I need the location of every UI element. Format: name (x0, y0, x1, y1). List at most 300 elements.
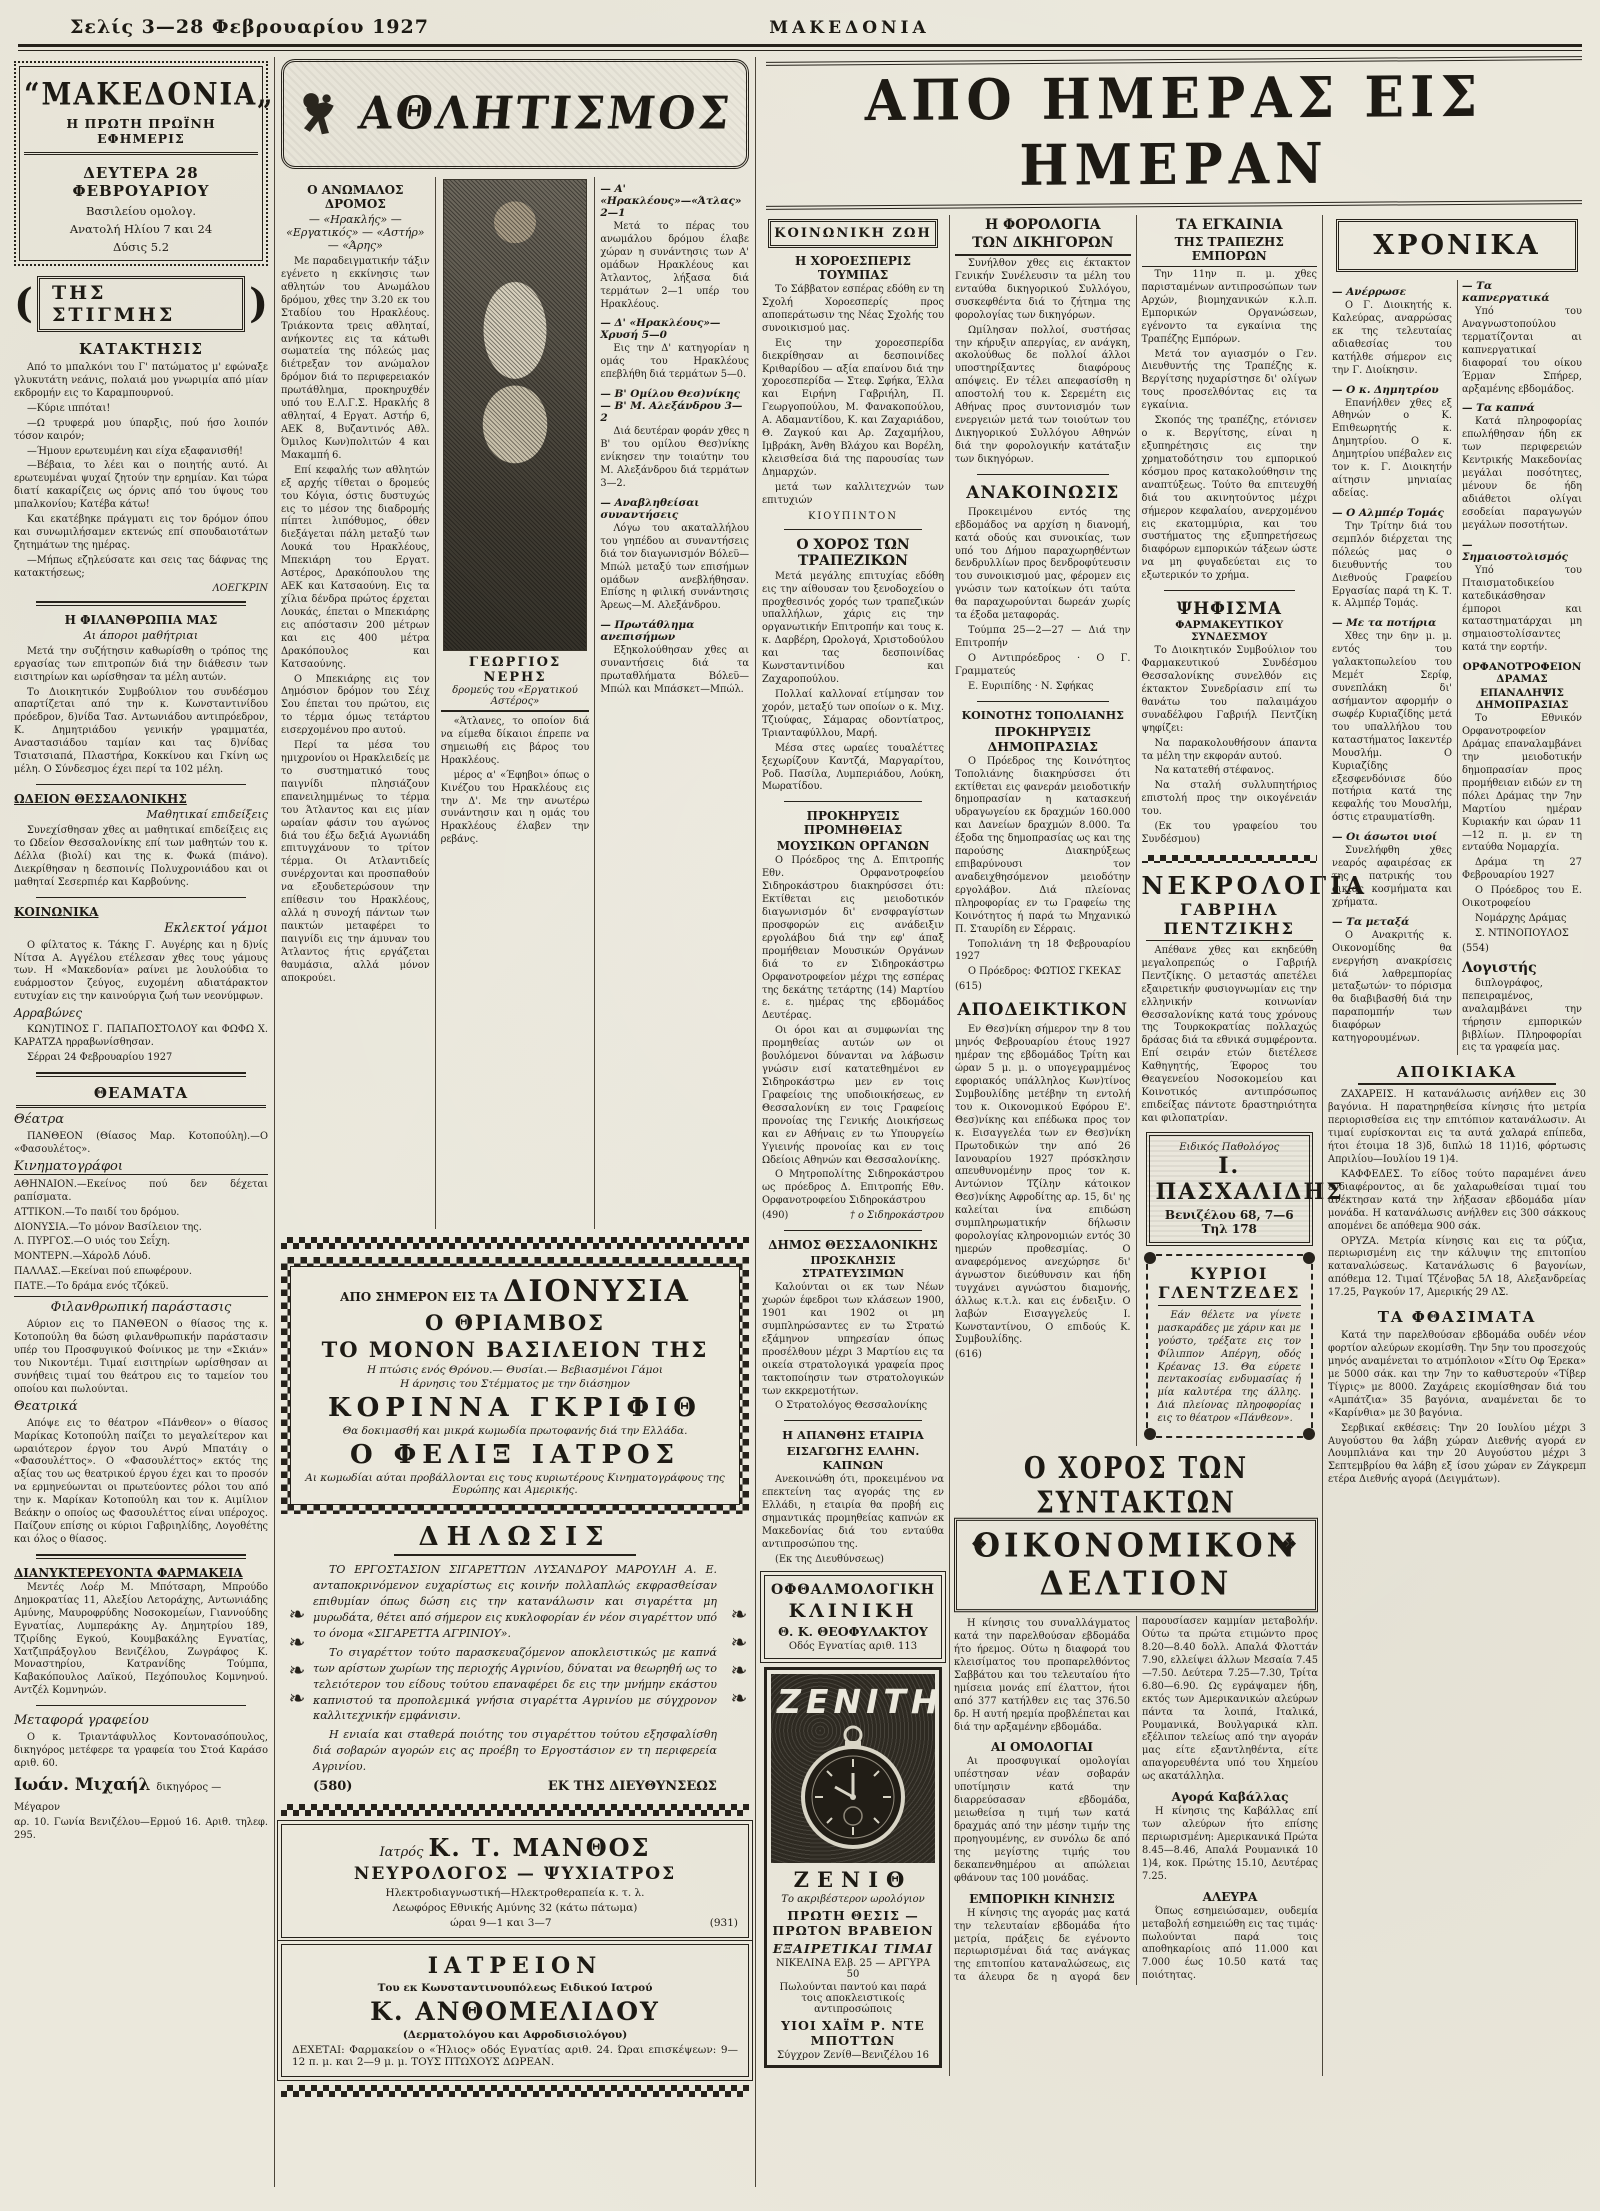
paragraph: —Μήπως εζηλεύσατε και σεις τας δάφνας της κατακτήσεως; (14, 554, 268, 579)
paragraph: (Εκ του γραφείου του Συνδέσμου) (1141, 821, 1317, 846)
section-theamata (14, 1084, 268, 1547)
notice-number: (554) (1462, 942, 1489, 954)
paragraph: ΑΘΗΝΑΙΟΝ.—Εκείνος πού δεν δέχεται ραπίσματα. (14, 1178, 268, 1203)
article-heading: ΔΗΜΟΣ ΘΕΣΣΑΛΟΝΙΚΗΣ (768, 1238, 938, 1253)
ad-star-name: ΚΟΡΙΝΝΑ ΓΚΡΙΦΙΘ (328, 1393, 702, 1423)
paragraph: —Βέβαια, το λέει και ο ποιητής αυτό. Αι ερωτευμέναι ψυχαί ζητούν την ερημίαν. Και τώρα διατί κακαρίζεις ως όρνις από του ύψους του μπαλκονίου; Κατέβα κάτω! (14, 460, 268, 511)
ad-venue: ΔΙΟΝΥΣΙΑ (503, 1274, 690, 1309)
dilosis-ad (281, 1520, 749, 1796)
zenith-agent-address: Σύγχρον Ζενίθ—Βενιζέλου 16 (777, 2049, 929, 2061)
paragraph: Το Σάββατον εσπέρας εδόθη εν τη Σχολή Χοροεσπερίς προς αποπεράτωσιν της Νέας Σχολής του συνοικισμού μας. (762, 284, 944, 334)
item-heading: — Τα μεταξά (1332, 915, 1410, 928)
paragraph: Μέσα στες ωραίες τουαλέττες ξεχωρίζουν Καντζά, Μαργαρίτου, Ροδ. Πασίλα, Λυμπεριάδου, Λούκη, Μωρατίδου. (762, 742, 944, 793)
item-heading: — Με τα ποτήρια (1332, 617, 1437, 630)
cinema-list (14, 1179, 268, 1294)
tis-stigmis-label: ΤΗΣ ΣΤΙΓΜΗΣ (37, 276, 245, 332)
paragraph: Εις την χοροεσπερίδα διεκρίθησαν αι δεσποινίδες Κριθαρίδου — αξία επαίνου διά την χοροεσπερίδα — Στεφ. Σφήκα, Έλλα και Ειρήνη Γαβριήλη, Π. Γεωργοπούλου, Μ. Φανακοπούλου, Α. Αδαμαντίδου, Κ. και Ζαχαριάδου, Θ. Ζαγκού και Αρ. Ζαχαμήλου, Ιμβράκη, Άνθη Βλάχου και Βορέλη, κλεισθείσα διά της παρουσίας των Δημαρχών. (762, 337, 944, 478)
ad-tagline: Η πτώσις ενός Θρόνου.— Θυσίαι.— Βεβιασμένοι Γάμοι (367, 1364, 663, 1376)
paragraph: Την 11ην π. μ. χθες παρισταμένων αντιπροσώπων των Αρχών, βιομηχανικών κ.λ.π. Εμπορικών Οργανώσεων, εγένοντο τα εγκαίνια της Τραπέζης Εμπόρων. (1141, 269, 1317, 345)
article-body (955, 258, 1131, 467)
article-heading-2: ΓΑΒΡΙΗΛ ΠΕΝΤΖΙΚΗΣ (1146, 900, 1314, 941)
masthead-line2: Ανατολή Ηλίου 7 και 24 (69, 222, 213, 236)
ad-address: Λεωφόρος Εθνικής Αμύνης 32 (κάτω πάτωμα) (392, 1902, 638, 1915)
paragraph: Να παρακολουθήσουν άπαντα τα μέλη την εκφοράν αυτού. (1141, 737, 1317, 762)
paragraph: Συνεχίσθησαν χθες αι μαθητικαί επιδείξεις εις το Ωδείον Θεσσαλονίκης επί των μαθητών του κ. Δέλλα (βιολί) και της κ. Φωκά (πιάνο). Διεκρίθησαν η δεσποινίς Πολυχρονιάδου και οι μαθηταί Σεσερπιέρ και Καρβούνης. (14, 824, 268, 888)
economic-bulletin-body (950, 1616, 1322, 1985)
ad-tagline-3: Θα δοκιμασθή και μικρά κωμωδία πρωτοφανής διά την Ελλάδα. (342, 1425, 688, 1437)
paragraph: ΑΤΤΙΚΟΝ.—Το παιδί του δρόμου. (14, 1206, 180, 1218)
masthead-date: ΔΕΥΤΕΡΑ 28 ΦΕΒΡΟΥΑΡΙΟΥ (72, 164, 210, 200)
paragraph: Η κίνησις της αγοράς μας κατά την τελευταίαν εβδομάδα ήτο μετρία, πράξεις δε εγένοντο περιωρισμέναι διά τας ανάγκας της επιτοπίου καταναλώσεως, εις τα άλευρα δε η αγορά δεν παρουσίασεν καμμίαν μεταβολήν. Ούτω τα πρώτα ετιμώντο προς 8.20—8.40 δολλ. Απαλά Φλοττάν 7.90, ελλείψει άλλων Μεσαία 7.45—7.50. Δεύτερα 7.25—7.30, Τρίτα 6.80—6.90. Ως εγράψαμεν ήδη, εκτός των Αμερικανικών αλεύρων πάντα τα λοιπά, Ιταλικά, Ρουμανικά, Βουλγαρικά κλπ. εξέλιπον τελείως από την αγοράν μας είτε εξαντληθέντα, είτε απαγορευθέντα υπό του Χημείου ως ακατάλληλα. (954, 1616, 1318, 1984)
doctor-specialty: ΝΕΥΡΟΛΟΓΟΣ — ΨΥΧΙΑΤΡΟΣ (353, 1864, 677, 1885)
paragraph: Την Τρίτην διά του σεμπλόν διέρχεται της πόλεώς μας ο διευθυντής του Διεθνούς Γραφείου Εργασίας παρά τη Κ. Τ. κ. Αλμπέρ Τομάς. (1332, 520, 1452, 610)
article-heading: Η ΦΙΛΑΝΘΡΩΠΙΑ ΜΑΣ (64, 612, 218, 627)
article-body (762, 1474, 944, 1566)
article-heading: Ο ΧΟΡΟΣ ΤΩΝ ΤΡΑΠΕΖΙΚΩΝ (796, 536, 910, 569)
day-col-3 (1137, 215, 1368, 1446)
masthead-line3: Δύσις 5.2 (112, 240, 170, 254)
article-body (1142, 645, 1318, 847)
paragraph: Μεντές Λοέρ Μ. Μπότσαρη, Μπρούδο Δημοκρατίας 11, Αλεξίου Λετοράχης, Αντωνιάδης Αμύνης, Μαυροφρύδης Νοσοκομείων, Γιαννούδης Εγνατίας, Λυμπεράκης Αγ. Δημητρίου 189, Τζιρίδης Εγκού, Κουμβακάλης Εγνατίας, Χατζιπράξογλου Βενιζέλου, Ζωγράφος Κ. Μοναστηρίου, Κατρανίδης Τούμπα, Καβακόπουλος Λαϊκού, Πεχόπουλος Κομνηνού. Αντζέλ Κομνηνών. (14, 1581, 268, 1697)
paragraph: Εάν θέλετε να γίνετε μασκαράδες με χάριν και με γούστο, τρέξατε εις τον Φίλιππον Απέργη, οδός Κρέανας 13. Θα εύρετε πεντακοσίας ενδυμασίας ή μία καλυτέρα της άλλης. Διά πλείονας πληροφορίας εις το θέατρον «Πάνθεον». (1157, 1309, 1301, 1425)
lawyer-name (14, 1775, 268, 1815)
item-heading: ΑΛΕΥΡΑ (1202, 1889, 1258, 1904)
article-heading: ΝΕΚΡΟΛΟΓΙΑ (1141, 870, 1368, 900)
ad-signature: ΕΚ ΤΗΣ ΔΙΕΥΘΥΝΣΕΩΣ (547, 1779, 717, 1795)
tis-stigmis-header (14, 276, 268, 332)
classified-heading: Λογιστής (1462, 959, 1537, 976)
manthos-ad (281, 1824, 749, 1938)
zenith-tagline: Το ακριβέστερον ωρολόγιον (781, 1893, 925, 1905)
ad-number: (580) (313, 1779, 353, 1795)
divider (784, 529, 922, 530)
paragraph: ΜΟΝΤΕΡΝ.—Χάρολδ Λόυδ. (14, 1251, 151, 1263)
drama-body (1462, 713, 1582, 941)
lawyer-address: αρ. 10. Γωνία Βενιζέλου—Ερμού 16. Αριθ. τηλεφ. 295. (14, 1816, 268, 1841)
paragraph: Υπό του Πταισματοδικείου κατεδικάσθησαν έμποροι και καταστηματάρχαι μη σημαιοστολίσαντες κατά την εορτήν. (1462, 564, 1582, 654)
paragraph: —Κύριε ιππόται! (27, 402, 111, 414)
ophthalmology-ad (764, 1575, 942, 1659)
article-heading-2: ΜΟΥΣΙΚΩΝ ΟΡΓΑΝΩΝ (776, 839, 930, 854)
article-signature: ΛΟΕΓΚΡΙΝ (212, 582, 268, 594)
article-subhead: Αρραβώνες (14, 1006, 83, 1021)
item-heading: — Σημαιοστολισμός (1462, 538, 1568, 563)
paragraph: ΠΑΝΘΕΟΝ (Θίασος Μαρ. Κοτοπούλη).—Ο «Φασουλέτος». (14, 1130, 268, 1155)
paragraph: Χθες την 6ην μ. μ. εντός του γαλακτοπωλείου του Μεμέτ Σερίφ, συνεπλάκη δι' ασήμαντον αφορμήν ο σωφέρ Κυριαζίδης μετά του υπαλλήλου του καταστήματος Ιακεντέρ Μουσλήμ. Ο Κυριαζίδης εξεσφενδόνισε δύο ποτήρια κατά της κεφαλής του Μουσλήμ, όστις ετραυματίσθη. (1332, 631, 1452, 824)
article-body (955, 756, 1131, 980)
paragraph: Η ενιαία και σταθερά ποιότης του σιγαρέττου τούτου εξησφαλίσθη διά σοβαρών αγορών εις ας προέβη το Εργοστάσιον εν τη περιφερεία Αγρινίου. (313, 1728, 717, 1774)
article-heading: ΠΡΟΚΗΡΥΞΙΣ ΠΡΟΜΗΘΕΙΑΣ (803, 809, 903, 838)
section-heading: ΔΙΑΝΥΚΤΕΡΕΥΟΝΤΑ ΦΑΡΜΑΚΕΙΑ (14, 1565, 243, 1580)
paragraph: Η κίνησις της Καβάλλας επί των αλεύρων ήτο επίσης περιωρισμένη: Αμερικανικά Πρώτα 8.45—8.46, Απαλά Ρουμανικά 10 1)4, κοκ. Πρώτης 15.10, Δευτέρας 7.25. (1142, 1806, 1318, 1882)
paragraph: ΚΩΝ)ΤΙΝΟΣ Γ. ΠΑΠΑΠΟΣΤΟΛΟΥ και ΦΩΦΩ Χ. ΚΑΡΑΤΖΑ ηρραβωνίσθησαν. (14, 1024, 268, 1049)
divider (977, 701, 1109, 702)
theatrika-body (14, 1418, 268, 1547)
lawyer-name-text: Ιωάν. Μιχαήλ (14, 1774, 151, 1795)
filanthropiki-body (14, 1319, 268, 1397)
article-heading-2: ΠΡΟΣΚΛΗΣΙΣ ΣΤΡΑΤΕΥΣΙΜΩΝ (801, 1254, 905, 1281)
divider (36, 601, 246, 606)
page-folio: Σελίς 3—28 Φεβρουαρίου 1927 (70, 16, 429, 38)
paragraph: Ο Πρόεδρος του Ε. Οικοτροφείου (1462, 885, 1582, 910)
match-reports (600, 183, 749, 697)
paragraph: Ωμίλησαν πολλοί, συστήσας την κήρυξιν απεργίας, εν ανάγκη, ακολούθως δε πολλοί άλλοι υποστηρίξαντες διαφόρους απόψεις. Εν τέλει απεφασίσθη η αποστολή του κ. Σερεμέτη εις Αθήνας προς συντονισμόν των ενεργειών μετά των τοιούτων του Δικηγορικού Συλλόγου Αθηνών διά την φορολογικήν κατάταξιν των δικηγόρων. (955, 324, 1131, 465)
corner-dot-ornament (1144, 1252, 1156, 1264)
article-heading-2: ΕΙΣΑΓΩΓΗΣ ΕΛΛΗΝ. ΚΑΠΝΩΝ (786, 1444, 920, 1473)
checker-border (281, 1237, 749, 1249)
zenith-prices: ΝΙΚΕΛΙΝΑ Ελβ. 25 — ΑΡΓΥΡΑ 50 (775, 1957, 931, 1980)
fthasimata-heading: ΤΑ ΦΘΑΣΙΜΑΤΑ (1377, 1308, 1537, 1327)
ad-prefix: Ειδικός Παθολόγος (1179, 1141, 1280, 1153)
fthasimata-body (1328, 1330, 1586, 1487)
paragraph: Σέρραι 24 Φεβρουαρίου 1927 (27, 1052, 173, 1064)
masthead-line1: Βασιλείου ομολογ. (86, 204, 196, 218)
divider (36, 1072, 246, 1077)
paragraph: Με παραδειγματικήν τάξιν εγένετο η εκκίνησις των αθλητών του Ανωμάλου δρόμου, χθες την 3.20 εκ του Σταδίου του Ηρακλέους. Τριάκοντα τρεις αθληταί, ανήκοντες εις τα κάτωθι σωματεία της πόλεώς μας διέτρεξαν τον ανώμαλον δρόμον διά το περιφερειακόν πρωτάθλημα, προκηρυχθέν υπό του Ε.Λ.Γ.Σ. Ηρακλής 8 αθληταί, 4 Εργατ. Αστήρ 6, ΑΕΚ 8, Βυζαντινός Αθλ. Όμιλος Κων)πολιτών 4 και Μακαμπή 6. (281, 256, 430, 461)
laurel-ornament-icon: ❧❧❧❧ (727, 1602, 751, 1715)
ad-services: Ηλεκτροδιαγνωστική—Ηλεκτροθεραπεία κ. τ. λ. (385, 1887, 645, 1900)
paragraph: Τούμπα 25—2—27 — Διά την Επιτροπήν (955, 625, 1131, 649)
paragraph: Αι προσφυγικαί ομολογίαι υπέστησαν νέαν σοβαράν υποτίμησιν κατά την διαρρεύσασαν εβδομάδα, μειωθείσα η τιμή των κατά δραχμάς από την μέσην τιμήν της προηγουμένης, εν συνόλω δε από της μεγίστης τιμής του δεκαπενθημέρου αι απώλειαι φθάνουν τας 100 μονάδας. (954, 1756, 1130, 1884)
paragraph: Η κίνησις του συναλλάγματος κατά την παρελθούσαν εβδομάδα ήτο ήρεμος. Ούτω η διαφορά του κλεισίματος του προπαρελθόντος Σαββάτου και του τελευταίου ήτο ημίσεια μονάς επί έλαττον, ήτοι από 377 κατήλθεν εις τας 376.50 δρ. Η αυτή ηρεμία προβλέπεται και διά την αρξαμένην εβδομάδα. (954, 1618, 1130, 1733)
article-body (762, 284, 944, 508)
paragraph: Ο Πρόεδρος της Κοινότητος Τοπολιάνης διακηρύσσει ότι εκτίθεται εις φανεράν μειοδοτικήν δημοπρασίαν η κατασκευή υδραγωγείου εκ δραχμών 160.000 και Δανείων δραχμών 8.000. Τα έξοδα της δημοπρασίας ως και της παρούσης Διακηρύξεως επιβαρύνουσι τον αναδειχθησόμενον μειοδότην εργολάβον. Διά πλείονας πληροφορίας εν τω Γραφείω της Κοινότητος ή παρά τω Μηχανικώ Π. Σταυρίδη εν Σέρραις. (955, 755, 1131, 935)
paragraph: Τοπολιάνη τη 18 Φεβρουαρίου 1927 (955, 938, 1131, 963)
masthead-title: “ΜΑΚΕΔΟΝΙΑ„ (24, 76, 275, 113)
ad-second-film: Ο ΦΕΛΙΞ ΙΑΤΡΟΣ (349, 1440, 681, 1470)
paragraph: Να σταλή συλλυπητήριος επιστολή προς την οικογένειάν του. (1141, 780, 1317, 818)
paragraph: Ο Πρόεδρος της Δ. Επιτροπής Εθν. Ορφανοτροφείου Σιδηροκάστρου διακηρύσσει ότι: Εκτίθεται εις μειοδοτικόν διαγωνισμόν δι' ενσφραγίστων προσφορών εις ανάδειξιν εργολάβου διά την εφ' άπαξ προμήθειαν Μουσικών Οργάνων διά το εν Σιδηροκάστρω Ορφανοτροφείον μέχρι της εσπέρας της δεκάτης τετάρτης (14) Μαρτίου ε. ε. ημέρας της εβδομάδος Δευτέρας. (762, 855, 944, 1022)
subsection-cinema: Κινηματογράφοι (14, 1159, 268, 1175)
item-heading: — Δ' «Ηρακλέους»—Χρυσή 5—0 (600, 317, 721, 342)
divider (784, 1420, 922, 1421)
section-heading: Μεταφορά γραφείου (14, 1713, 149, 1729)
apoikiaka-heading: ΑΠΟΙΚΙΑΚΑ (1358, 1063, 1556, 1085)
checker-border (1142, 855, 1318, 863)
article-heading-2: ΤΗΣ ΤΡΑΠΕΖΗΣ ΕΜΠΟΡΩΝ (1142, 235, 1318, 267)
paragraph: Υπό του Αναγνωστοπούλου τερματίζονται αι καπνεργατικαί διαφοραί του οίκου Έρμαν Σπήρερ, αρξαμένης εβδομάδος. (1462, 306, 1582, 395)
article-body (14, 1024, 268, 1065)
paragraph: Ε. Ευριπίδης · Ν. Σφήκας (968, 680, 1094, 692)
paragraph: Σκοπός της τραπέζης, ετόνισεν ο κ. Βεργίτσης, είναι η εξυπηρέτησις εις την χρηματοδότησιν του εμπορικού κόσμου προς κατακολούθησιν της αναπτύξεως. Τούτο θα επιτευχθή διά του ακινητούντος μέχρι σήμερον κεφαλαίου, ανερχομένου εις εκατομμύρια, και του συστήματος της εξυπηρετήσεως διαφόρων εμπορικών τάξεων ώστε να μη φυγαδεύεται εις το εξωτερικόν το χρήμα. (1141, 415, 1317, 582)
sports-col-2 (436, 177, 596, 1229)
pocket-watch-icon (793, 1721, 913, 1851)
paragraph: Οι όροι και αι συμφωνίαι της προμηθείας αυτών ων οι βουλόμενοι δύνανται να λάβωσιν γνώσιν εισί κατατεθημένοι εν Σιδηροκάστρω μεν εν τοις Γραφείοις της υποδιοικήσεως, εν Θεσσαλονίκη εν τοις Γραφείοις προνοίας της Γενικής Διοικήσεως και εν Αθήναις εν τω Υπουργείω Υγιεινής προνοίας και εν τοις Ωδείοις Αθηνών και Θεσσαλονίκης. (762, 1025, 944, 1166)
ad-details: ΔΕΧΕΤΑΙ: Φαρμακείον ο «Ήλιος» οδός Εγνατίας αριθ. 24. Ώραι επισκέψεων: 9—12 π. μ. και 2—9 μ. μ. ΤΟΥΣ ΠΤΩΧΟΥΣ ΔΩΡΕΑΝ. (292, 2044, 738, 2069)
paragraph: Ο κ. Τριαντάφυλλος Κοντονασόπουλος, δικηγόρος μετέφερε τα γραφεία του Στοά Καράσο αριθ. 60. (14, 1732, 268, 1770)
zenith-agent: ΥΙΟΙ ΧΑΪΜ Ρ. ΝΤΕ ΜΠΟΤΤΩΝ (781, 2017, 925, 2048)
paragraph: Αύριον εις το ΠΑΝΘΕΟΝ ο θίασος της κ. Κοτοπούλη θα δώση φιλανθρωπικήν παράστασιν υπέρ του Προσφυγικού Φοίνικος με την «Σκιάν» του Νικοντέμι. Τιμαί εισιτηρίων ωρίσθησαν αι συνήθεις τιμαί του θεάτρου εις το ταμείον του οποίου και πωλούνται. (14, 1319, 268, 1395)
day-banner (766, 56, 1582, 210)
masthead-box (14, 61, 275, 266)
notice-number: (490) (762, 1210, 789, 1222)
paragraph: Να κατατεθή στέφανος. (1154, 765, 1275, 777)
ad-tagline-2: Η άρνησις του Στέμματος με την διάσημον (400, 1378, 630, 1390)
office-move-body (14, 1732, 268, 1771)
article-heading: ΨΗΦΙΣΜΑ (1176, 599, 1282, 620)
divider (784, 801, 922, 802)
paragraph: —Ήμουν ερωτευμένη και είχα εξαφανισθή! (27, 445, 243, 457)
apoikiaka-body (1328, 1089, 1586, 1300)
column-rule (755, 57, 756, 2187)
paragraph: Όπως εσημειώσαμεν, ουδεμία μεταβολή εσημειώθη εις τας τιμάς· πωλούνται παρά τοις αποθηκαρίοις από 11.000 και 7.000 έως 10.50 κατά τας ποιότητας. (1142, 1905, 1318, 1982)
paragraph: Ο Πρόεδρος: ΦΩΤΙΟΣ ΓΚΕΚΑΣ (968, 966, 1122, 978)
subsection-theatrika: Θεατρικά (14, 1398, 78, 1414)
paragraph: Ο Γ. Διοικητής κ. Καλεύρας, αναρρώσας εκ της τελευταίας αδιαθεσίας του κατήλθε σήμερον εις την Γ. Διοίκησιν. (1332, 300, 1452, 376)
article-body (1142, 945, 1318, 1126)
paragraph: Ο φίλτατος κ. Τάκης Γ. Αυγέρης και η δ)νίς Νίτσα Α. Αγγέλου ετέλεσαν χθες τους γάμους των. Η «Μακεδονία» ραίνει με λουλούδια το ευάρμοστον ζεύγος, ευχομένη αδιατάρακτον ευτυχίαν εις την καινούργια ζωή των νεονύμφων. (14, 939, 268, 1003)
item-heading: Αγορά Καβάλλας (1171, 1790, 1289, 1805)
right-section (762, 57, 1586, 2187)
right-paren-ornament: ) (249, 280, 268, 327)
item-heading: — Τα καπνεργατικά (1462, 280, 1550, 304)
corner-dot-ornament (1303, 1428, 1315, 1440)
glentzedes-ad (1146, 1254, 1314, 1438)
item-heading: — Αναβληθείσαι συναντήσεις (600, 496, 700, 521)
paragraph: ΔΙΟΝΥΣΙΑ.—Το μόνον Βασίλειον της. (14, 1221, 202, 1233)
page-running-title: ΜΑΚΕΔΟΝΙΑ (769, 18, 930, 38)
theatra-list (14, 1131, 268, 1157)
ad-film-title-2: ΤΟ ΜΟΝΟΝ ΒΑΣΙΛΕΙΟΝ ΤΗΣ (321, 1337, 709, 1362)
article-odeion (14, 792, 268, 890)
chronika-items (1328, 280, 1586, 1055)
header-rule (18, 44, 1582, 51)
paragraph: Σ. ΝΤΙΝΟΠΟΥΛΟΣ (1475, 927, 1569, 939)
day-col-2 (950, 215, 1137, 1446)
paragraph: «Άτλανες, το οποίον διά να είμεθα δίκαιοι έπρεπε να σημειωθή εις βάρος του Ηρακλέους. (440, 716, 590, 766)
paragraph: ΠΑΛΛΑΣ.—Εκείναι πού επωφέρουν. (14, 1266, 192, 1278)
article-heading: ΑΠΟΔΕΙΚΤΙΚΟΝ (957, 1000, 1129, 1021)
ad-heading: ΚΥΡΙΟΙ ΓΛΕΝΤΖΕΔΕΣ (1158, 1264, 1302, 1306)
article-koinonika (14, 905, 268, 1065)
zenith-greek-name: ΖΕΝΙΘ (793, 1866, 913, 1892)
doctor-specialty: (Δερματολόγου και Αφροδισιολόγου) (402, 2029, 628, 2042)
divider (36, 1554, 246, 1559)
paragraph: Επανήλθεν χθες εξ Αθηνών ο Κ. Επιθεωρητής κ. Δημητρίου. Ο κ. Δημητρίου υπέβαλεν εις τον κ. Γ. Διοικητήν αίτησιν μηνιαίας αδείας. (1332, 397, 1452, 499)
dionysia-ad (281, 1257, 749, 1514)
article-kataktisis (14, 340, 268, 594)
day-banner-title: ΑΠΟ ΗΜΕΡΑΣ ΕΙΣ ΗΜΕΡΑΝ (864, 63, 1484, 199)
paragraph: Το Διοικητικόν Συμβούλιον του Φαρμακευτικού Συνδέσμου Θεσσαλονίκης συνελθόν εις έκτακτον Συνεδρίασιν επί τω θανάτω του παλαιμάχου συναδέλφου Γαβριήλ Πεντζίκη ψηφίζει: (1141, 645, 1317, 734)
photo-caption-role: δρομεύς του «Εργατικού Αστέρος» (441, 685, 590, 712)
notice-number: (616) (955, 1349, 982, 1361)
section-office-move (14, 1713, 268, 1843)
paragraph: Απόψε εις το θέατρον «Πάνθεον» ο θίασος Μαρίκας Κοτοπούλη παίζει το μεγαλείτερον και ωραιότερον έργον του Ανρύ Μπατάιγ ο «Φασουλέττος». Ο «Φασουλέττος» εκτός της αξίας του ως θεατρικού έργου έχει και το προσόν να ερμηνεύωνται οι πρωτεύοντες ρόλοι του από την κ. Μαρίκαν Κοτοπούλη και τον κ. Αιμίλιον Βεάκην ο οποίος ως Φασουλέττος είναι υπέροχος. Παίζουν επίσης οι κύριοι Γαβριηλίδης, Λογοθέτης και όλος ο θίασος. (14, 1417, 268, 1545)
sports-col-3 (595, 177, 749, 1229)
article-body (14, 362, 268, 581)
sports-masthead-title: ΑΘΛΗΤΙΣΜΟΣ (356, 87, 735, 141)
article-body (955, 507, 1131, 694)
sports-col2-body (441, 716, 590, 847)
article-body (955, 1024, 1131, 1347)
divider (36, 784, 246, 785)
notice-number: (615) (955, 981, 982, 993)
paragraph: Μετά την συζήτησιν καθωρίσθη ο τρόπος της εργασίας των επιτροπών διά την διάθεσιν των εισιτηρίων και ωρίσθησαν τα μέλη αυτών. (14, 645, 268, 683)
item-heading: — Ο κ. Δημητρίου (1332, 383, 1439, 396)
page-header (0, 0, 1600, 42)
item-heading: — Α' «Ηρακλέους»—«Άτλας» 2—1 (600, 183, 742, 219)
paragraph: Καλούνται οι εκ των Νέων χωρών έφεδροι των κλάσεων 1900, 1901 και 1902 οι μη συμπληρώσαντες εν τω Στρατώ εξάμηνον υπηρεσίαν όπως προσέλθουν μέχρι 3 Μαρτίου εις τα οικεία στρατολογικά γραφεία προς τακτοποίησιν των στρατολογικών των εκκρεμοτήτων. (762, 1282, 944, 1397)
ad-prefix: Ιατρός (379, 1845, 424, 1861)
article-subhead: — «Ηρακλής» — «Εργατικός» — «Αστήρ» — «Άρης» (286, 213, 425, 252)
item-heading: — Πρωτάθλημα ανεπισήμων (600, 619, 695, 644)
paragraph: Προκειμένου εντός της εβδομάδος να αρχίση η διανομή, κατά οδούς και συνοικίας, των υπό του Δήμου παραχωρηθέντων δενδρυλλίων προς δενδροφύτευσιν του συνοικισμού μας, φέρομεν εις γνώσιν των κατοίκων ότι ταύτα θα παραχωρούνται δωρεάν χωρίς τα έξοδα μεταφοράς. (955, 506, 1131, 622)
paragraph: Ανεκοινώθη ότι, προκειμένου να επεκτείνη τας αγοράς της εν Ελλάδι, η εταιρία θα προβή εις σημαντικάς προμηθείας καπνών εκ Μακεδονίας διά του ενταύθα αντιπροσώπου της. (762, 1474, 944, 1550)
doctor-name: Κ. Τ. ΜΑΝΘΟΣ (428, 1833, 651, 1863)
paragraph: ΚΑΦΦΕΔΕΣ. Το είδος τούτο παραμένει άνευ ενδιαφέροντος, αι δε χαλαρωθείσαι τιμαί του ανέκτησαν κατά την λήξασαν εβδομάδα μίαν μονάδα. Η κατανάλωσις ανήλθεν εις 300 σάκκους απομένει δε απόθεμα 900 σάκ. (1328, 1168, 1586, 1232)
pharmacies-list (14, 1582, 268, 1698)
paragraph: Ο Αντιπρόεδρος · Ο Γ. Γραμματεύς (955, 652, 1131, 677)
section-pharmacies (14, 1566, 268, 1698)
ad-body (1158, 1310, 1302, 1426)
drama-heading: ΟΡΦΑΝΟΤΡΟΦΕΙΟΝ ΔΡΑΜΑΣ (1462, 661, 1582, 686)
syntakton-headline: Ο ΧΟΡΟΣ ΤΩΝ ΣΥΝΤΑΚΤΩΝ (1023, 1450, 1249, 1520)
paragraph: Πολλαί καλλοναί ετίμησαν τον χορόν, μεταξύ των οποίων ο κ. Μιχ. Τζιούφας, Σάμαρας οδοντίατρος, Τριανταφύλλου, Μαρή. (762, 688, 944, 739)
paragraph: Λ. ΠΥΡΓΟΣ.—Ο υιός του Σεΐχη. (14, 1236, 171, 1248)
paragraph: Απέθανε χθες και εκηδεύθη μεγαλοπρεπώς ο Γαβριήλ Πεντζίκης. Ο μεταστάς απετέλει εξαιρετικήν φυσιογνωμίαν εις την ελληνικήν κοινωνίαν Θεσσαλονίκης κατά τους χρόνους της Τουρκοκρατίας πολλαχώς δράσας διά τα εθνικά συμφέροντα. Επί σειράν ετών διετέλεσε Καθηγητής, Έφορος του Θεαγενείου Νοσοκομείου και Κοινοτικός αντιπρόσωπος επιδείξας πάντοτε δραστηριότητα και φιλοπατρίαν. (1141, 944, 1317, 1124)
paragraph: Το Εθνικόν Ορφανοτροφείον Δράμας επαναλαμβάνει την μειοδοτικήν δημοπρασίαν προς προμήθειαν ειδών εν τη πόλει Δράμας την 7ην Μαρτίου ημέραν Κυριακήν και ώραν 11—12 π. μ. εν τη ενταύθα Νομαρχία. (1462, 713, 1582, 854)
article-body (281, 256, 430, 986)
ad-number: (931) (709, 1917, 738, 1930)
paragraph: Περί τα μέσα του ημιχρονίου οι Ηρακλειδείς με το συστηματικό τους παιγνίδι πλησιάζουν επανειλημμένως το τέρμα του Άτλαντος και εις μίαν ωραίαν φάσιν του αγώνος διά του έξω δεξιά Αγωνιάδη επιτυγχάνουν το τρίτον τέρμα. Οι Ατλαντιδείς συνέρχονται και προσπαθούν να εξουδετερώσουν την επίθεσιν του Ηρακλέους, αλλά η συνοχή πάντων των παικτών μεταφέρει το παιγνίδι εις την άμυναν του Άτλαντος ήτις εργάζεται θαυμάσια, αλλά μόνον αποκρούει. (281, 740, 430, 984)
paragraph: ΠΑΤΕ.—Το δράμα ενός τζόκεϋ. (14, 1281, 169, 1293)
doctor-name: Κ. ΑΝΘΟΜΕΛΙΔΟΥ (370, 1997, 660, 2027)
article-heading: Η ΧΟΡΟΕΣΠΕΡΙΣ ΤΟΥΜΠΑΣ (795, 254, 911, 282)
paragraph: Και εκατέβηκε πράγματι εις τον δρόμον όπου και συνωμιλήσαμεν εκτενώς επί σπουδαιοτάτων ζητημάτων της ημέρας. (14, 514, 268, 551)
ad-heading: ΙΑΤΡΕΙΟΝ (427, 1953, 603, 1980)
paragraph: Λόγω του ακαταλλήλου του γηπέδου αι συναντήσεις διά τον διαγωνισμόν Βόλεϋ—Μπώλ μεταξύ των επισήμων ομάδων ανεβλήθησαν. Επίσης η φιλική συνάντησις Άρεως—Μ. Αλεξάνδρου. (600, 522, 750, 612)
paragraph: Ο Στρατολόγος Θεσσαλονίκης (775, 1400, 928, 1412)
paragraph: Εξηκολούθησαν χθες αι συναντήσεις διά τα πρωταθλήματα Βόλεϋ—Μπώλ και Μπάσκετ—Μπώλ. (600, 645, 750, 696)
paragraph: Μετά το πέρας του ανωμάλου δρόμου έλαβε χώραν η συνάντησις των Α' ομάδων Ηρακλέους και Άτλαντος, λήξασα διά τερμάτων 2—1 υπέρ του Ηρακλέους. (600, 221, 750, 310)
paragraph: Ο Μητροπολίτης Σιδηροκάστρου ως πρόεδρος Δ. Επιτροπής Εθν. Ορφανοτροφείου Σιδηροκάστρου (762, 1169, 944, 1207)
checker-border (281, 1804, 749, 1816)
divider (977, 474, 1109, 475)
sports-col-1 (281, 177, 436, 1229)
zenith-award: ΠΡΩΤΗ ΘΕΣΙΣ — ΠΡΩΤΟΝ ΒΡΑΒΕΙΟΝ (772, 1907, 934, 1938)
article-heading: Η ΦΟΡΟΛΟΓΙΑ (984, 217, 1101, 233)
ad-body (313, 1562, 717, 1775)
runner-photo (443, 179, 588, 651)
ad-line: ΚΛΙΝΙΚΗ (788, 1599, 918, 1622)
doctor-name: Θ. Κ. ΘΕΟΦΥΛΑΚΤΟΥ (778, 1623, 928, 1639)
day-col-1 (762, 215, 950, 2076)
article-heading: ΚΑΤΑΚΤΗΣΙΣ (78, 340, 204, 358)
paragraph: μετά των καλλιτεχνών των επιτυχιών (762, 481, 944, 506)
paragraph: Συνήλθον χθες εις έκτακτον Γενικήν Συνέλευσιν τα μέλη του ενταύθα δικηγορικού Συλλόγου, συσκεφθέντα διά το ζήτημα της φορολογίας των δικηγόρων. (955, 258, 1131, 321)
article-body (14, 646, 268, 777)
classified-body (1462, 978, 1582, 1056)
left-column (14, 57, 275, 2187)
article-heading: ΩΔΕΙΟΝ ΘΕΣΣΑΛΟΝΙΚΗΣ (14, 791, 187, 806)
paragraph: Μετά μεγάλης επιτυχίας εδόθη εις την αίθουσαν του ξενοδοχείου ο προχθεσινός χορός των τραπεζικών υπαλλήλων, χάρις εις την οργανωτικήν Επιτροπήν και τους κ. κ. Δαρβέρη, Ωρολογά, Χριστοδούλου και τας δεσποινίδας Κωνσταντινίδου και Ζαχαροπούλου. (762, 570, 944, 686)
paragraph: Σερβικαί εκθέσεις: Την 20 Ιουλίου μέχρι 3 Αυγούστου θα λάβη χώραν Διεθνής αγορά εν Λουμπλιάνα και την 20 Αυγούστου μέχρι 3 Σεπτεμβρίου θα λάβη εξ ίσου χώραν εν Ζάγκρεμπ ετέρα Διεθνής αγορά (Δειγμάτων). (1328, 1422, 1586, 1486)
paragraph: διπλογράφος, πεπειραμένος, αναλαμβάνει την τήρησιν εμπορικών βιβλίων. Πληροφορίαι εις τα γραφεία μας. (1462, 977, 1582, 1054)
chronika-box: ΧΡΟΝΙΚΑ (1336, 219, 1578, 272)
article-body (762, 1282, 944, 1413)
corner-dot-ornament (1303, 1252, 1315, 1264)
article-heading: ΚΟΙΝΟΤΗΣ ΤΟΠΟΛΙΑΝΗΣ (961, 708, 1124, 722)
paragraph: Νομάρχης Δράμας (1475, 913, 1567, 925)
paragraph: Συνελήφθη χθες νεαρός αφαιρέσας εκ της πατρικής του οικίας κοσμήματα και χρήματα. (1332, 845, 1452, 908)
paragraph: Κατά την παρελθούσαν εβδομάδα ουδέν νέον φορτίον αλεύρων εκομίσθη. Την 5ην του προσεχούς μηνός αναμένεται το ατμόπλοιον «Σίτυ Οφ Έρεκα» με 5000 σάκ. και την 7ην το καθυστερούν «Τίβερ Τίγρις» με 8000. Ζαχάρεις εκομίσθησαν διά του «Αμπάτζια» 35 βαγόνια, αναμένεται δε το «Καρίνθια» με 30 βαγόνια. (1328, 1330, 1586, 1419)
notice-signature: † ο Σιδηροκάστρου (850, 1210, 944, 1222)
item-heading: — Ανέρρωσε (1332, 286, 1407, 298)
article-body (1142, 269, 1318, 583)
ad-address: Οδός Εγνατίας αριθ. 113 (788, 1640, 918, 1652)
checker-border (281, 2085, 749, 2097)
laurel-ornament-icon: ❧❧❧❧ (285, 1602, 309, 1715)
paragraph: Ο Μπεκιάρης εις τον Δημόσιον δρόμον του Σέιχ Σου έπεται του πρώτου, εις το τέρμα όμως τετάρτου εισερχομένου προ αυτού. (281, 673, 430, 737)
item-heading: — Β' Ομίλου Θεσ)νίκης— Β' Μ. Αλεξάνδρου 3—2 (600, 388, 743, 425)
doctor-name: Ι. ΠΑΣΧΑΛΙΔΗΣ (1155, 1152, 1344, 1205)
ad-hours: ώραι 9—1 και 3—7 (450, 1917, 552, 1930)
paragraph: (Εκ της Διευθύνσεως) (775, 1553, 884, 1565)
column-rule (274, 57, 275, 2187)
ad-subheading: Του εκ Κωνσταντινουπόλεως Ειδικού Ιατρού (377, 1982, 653, 1995)
koinoniki-zoi-box: ΚΟΙΝΩΝΙΚΗ ΖΩΗ (768, 219, 938, 248)
paragraph: Το σιγαρέττον τούτο παρασκευαζόμενον αποκλειστικώς με καπνά των αρίστων χωρίων της περιοχής Αγρινίου, δύναται να θεωρηθή ως το τελειότερον του είδους τούτου επαναφέρει δε εις την μνήμην εκάστου καπνιστού τα προπολεμικά γνήσια σιγαρέττα Αγρινίου με σύγχρονον καλλιτεχνικήν εμφάνισιν. (313, 1645, 717, 1723)
article-body (14, 940, 268, 1005)
paragraph: Εν Θεσ)νίκη σήμερον την 8 του μηνός Φεβρουαρίου έτους 1927 ημέραν της εβδομάδος Τρίτη και ώραν 5 μ. μ. ο υπογεγραμμένος εφοριακός υπάλληλος Κων)τίνος Συμβουλίδης μετέβην τη εντολή του κ. Οικονομικού Εφόρου Ε'. Θεσ)νίκης και επέδωκα προς τον κ. Εισαγγελέα των εν Θεσ)νίκη Πρωτοδικών την από 26 Ιανουαρίου 1927 πρόσκλησιν απευθυνομένην προς τον κ. Αντώνιον Τζίλην κάτοικον Θεσ)νίκης Αφροδίτης αρ. 15, δι' ης καλείται ίνα επιδώση συμπληρωματικήν δήλωσιν φορολογίας κληρονομιών εντός 30 ημερών προθεσμίας. Ο αναφερόμενος ανεχώρησε δι' άγνωστον διεύθυνσιν και ήδη τυγχάνει αγνώστου διαμονής, άλλως κ.τ.λ. και εις ένδειξιν. Ο λαβών Εισαγγελεύς Ι. Κωνσταντίνου, Ο επιδούς Κ. Συμβουλίδης. (955, 1024, 1131, 1346)
subsection-filanthropiki: Φιλανθρωπική παράστασις (14, 1296, 268, 1315)
economic-bulletin-header: ❖ ΟΙΚΟΝΟΜΙΚΟΝ ΔΕΛΤΙΟΝ ❖ (954, 1518, 1318, 1613)
paragraph: Το Διοικητικόν Συμβούλιον του συνδέσμου απαρτίζεται από την κ. Κωνσταντινίδου πρόεδρον, δ)νίδα Τασ. Αντωνιάδου αντιπρόεδρον, Κ. Δημητριάδου γενικήν γραμματέα, Αναστασιάδου ταμίαν και τας δ)νίδας Τσιατσιαπά, Πλαστήρα, Κοκκίνου και Γκίνη ως μέλη. Ο Σύνδεσμος έχει περί τα 102 μέλη. (14, 686, 268, 776)
paragraph: Εις την Δ' κατηγορίαν η ομάς του Ηρακλέους επεβλήθη διά τερμάτων 5—0. (600, 343, 750, 381)
article-heading: ΚΟΙΝΩΝΙΚΑ (14, 904, 99, 919)
article-heading-2: ΦΑΡΜΑΚΕΥΤΙΚΟΥ ΣΥΝΔΕΣΜΟΥ (1175, 619, 1284, 644)
paragraph: Από το μπαλκόνι του Γ' πατώματος μ' εφώναξε γλυκυτάτη νεάνις, πολαιά μου γνωριμία από μίαν εκδρομήν εις το Καραμπουρνού. (14, 362, 268, 399)
discus-thrower-icon (298, 74, 349, 154)
article-heading: ΑΝΑΚΟΙΝΩΣΙΣ (966, 482, 1120, 503)
article-body (762, 855, 944, 1208)
article-heading: Η ΑΠΑΝΘΗΣ ΕΤΑΙΡΙΑ (782, 1428, 924, 1443)
middle-column (281, 57, 749, 2187)
drama-heading-2: ΕΠΑΝΑΛΗΨΙΣ ΔΗΜΟΠΡΑΣΙΑΣ (1475, 687, 1569, 712)
article-endline: ΚΙΟΥΠΙΝΤΟΝ (808, 510, 898, 522)
ad-heading: ΔΗΛΩΣΙΣ (394, 1522, 636, 1556)
paragraph: Επί κεφαλής των αθλητών εξ αρχής τίθεται ο δρομεύς του Κόγια, όστις δυστυχώς εις το μέσον της διαδρομής πίπτει λιπόθυμος, όθεν διεξάγεται πάλη μεταξύ των Λουκά του Ηρακλέους, Μπεκιάρη του Εργατ. Αστέρος, Δρακόπουλου της ΑΕΚ και Κατσαούνη. Εις τα χίλια δένδρα πρώτος έρχεται Λουκάς, έπεται ο Μπεκιάρης εις απόστασιν 200 μέτρων και εις 400 μέτρα Δρακόπουλος και Κατσαούνης. (281, 464, 430, 670)
paschalidis-ad (1146, 1132, 1344, 1246)
masthead-subtitle: Η ΠΡΩΤΗ ΠΡΩΪΝΗ ΕΦΗΜΕΡΙΣ (24, 116, 258, 155)
divider (784, 1230, 922, 1231)
sports-columns (281, 177, 749, 1229)
section-heading: ΘΕΑΜΑΤΑ (16, 1084, 266, 1108)
paragraph: ΟΡΥΖΑ. Μετρία κίνησις και εις τα ρύζια, περιωρισμένη εις την κάλυψιν της επιτοπίου καταναλώσεως. Κατανάλωσις 6 βαγονίων, απόθεμα 12. Τιμαί Τζένοβας 5Λ 18, Αλεξανδρείας 17.25, Ραγκούν 17, Αμερικής 29 ΛΣ. (1328, 1235, 1586, 1299)
item-heading: ΑΙ ΟΜΟΛΟΓΙΑΙ (990, 1740, 1094, 1755)
item-heading: — Οι άσωτοι υιοί (1332, 831, 1438, 844)
article-heading: ΤΑ ΕΓΚΑΙΝΙΑ (1175, 217, 1283, 233)
left-paren-ornament: ( (14, 280, 33, 327)
corner-dot-ornament (1144, 1428, 1156, 1440)
item-heading: ΕΜΠΟΡΙΚΗ ΚΙΝΗΣΙΣ (969, 1891, 1115, 1906)
paragraph: —Ω τρυφερά μου ύπαρξις, πού ήσο λοιπόν τόσον καιρόν; (14, 417, 268, 442)
lawyer-role: δικηγόρος — Μέγαρον (14, 1781, 222, 1813)
ad-film-title: Ο ΘΡΙΑΜΒΟΣ (425, 1310, 605, 1335)
day-col-chronika (1322, 215, 1586, 2076)
divider (1164, 590, 1296, 591)
paragraph: Μετά τον αγιασμόν ο Γεν. Διευθυντής της Τραπέζης κ. Βεργίτσης ηυχαρίστησε δι' ολίγων τους προσελθόντας εις τα εγκαίνια. (1141, 348, 1317, 412)
paragraph: ΖΑΧΑΡΕΙΣ. Η κατανάλωσις ανήλθεν εις 30 βαγόνια. Η παρατηρηθείσα κίνησις ήτο μετρία περιορισθείσα εις την επιτόπιον κατανάλωσιν. Αι τιμαί ευρίσκονται εις τα αυτά χαλαρά επίπεδα, ήτοι έτοιμα 18 3)δ, διπλώ 18 11)16, φόρτωσις Απριλίου—Ιουλίου 19 1)4. (1328, 1089, 1586, 1166)
iatreion-ad (281, 1944, 749, 2077)
ad-tagline-4: Αι κωμωδίαι αύται προβάλλονται εις τους κυριωτέρους Κινηματογράφους της Ευρώπης και Αμερικής. (305, 1472, 725, 1496)
paragraph: Ο Ανακριτής κ. Οικονομίδης θα ενεργήση ανακρίσεις διά λαθρεμπορίας μεταξωτών· το πόρισμα θα διαβιβασθή διά την παραπομπήν των διαφόρων κατηγορουμένων. (1332, 929, 1452, 1045)
article-heading-2: ΠΡΟΚΗΡΥΞΙΣ ΔΗΜΟΠΡΑΣΙΑΣ (987, 723, 1098, 754)
subsection-theatra: Θέατρα (14, 1111, 65, 1127)
sports-masthead (281, 59, 749, 169)
paragraph: Κατά πληροφορίας επωλήθησαν ήδη εκ των περιφερειών Κεντρικής Μακεδονίας μεγάλαι ποσότητες, μένουν δε ήδη αδιάθετοι ολίγαι εσοδείαι παραγωγών μεγάλων ποσοτήτων. (1462, 416, 1582, 531)
divider (36, 897, 246, 898)
